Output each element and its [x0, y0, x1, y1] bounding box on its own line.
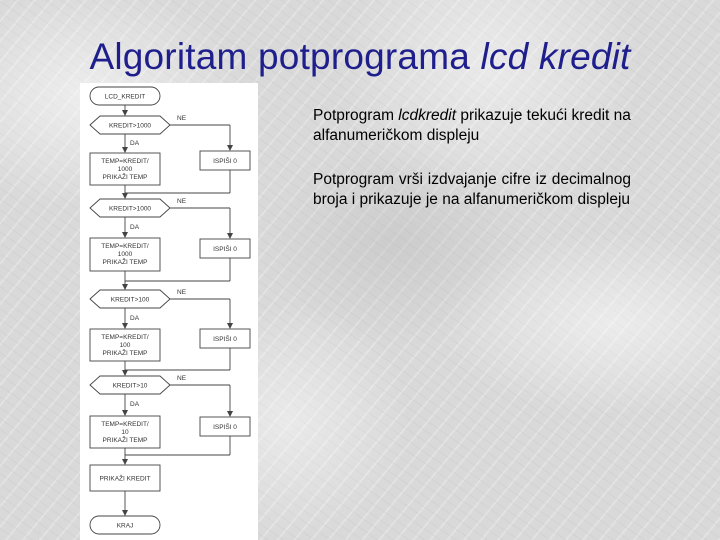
- decision-1-label: KREDIT>1000: [108, 122, 152, 130]
- process-1-line-1: TEMP=KREDIT/: [101, 158, 149, 165]
- para1-lead: Potprogram: [313, 107, 399, 124]
- no-label-3: NE: [177, 289, 187, 296]
- process-4-line-3: PRIKAŽI TEMP: [102, 437, 148, 444]
- para1-rest: prikazuje tekući kredit na alfanumeričkom displeju: [313, 107, 631, 144]
- no-label-2: NE: [177, 198, 187, 205]
- process-3-line-1: TEMP=KREDIT/: [101, 334, 149, 341]
- description-paragraph-1: [313, 106, 631, 146]
- process-3-line-3: PRIKAŽI TEMP: [102, 350, 148, 357]
- process-4-line-2: 10: [121, 429, 129, 436]
- process-2-line-3: PRIKAŽI TEMP: [102, 259, 148, 266]
- title-regular: Algoritam potprograma: [89, 36, 481, 77]
- yes-label-4: DA: [130, 401, 140, 408]
- title-italic: lcd kredit: [480, 36, 631, 77]
- yes-label-2: DA: [130, 224, 140, 231]
- side-3-label: ISPIŠI 0: [213, 336, 237, 343]
- process-1-line-2: 1000: [117, 166, 133, 173]
- start-label: LCD_KREDIT: [104, 93, 146, 101]
- end-label: KRAJ: [116, 522, 134, 530]
- description-paragraph-2: Potprogram vrši izdvajanje cifre iz decimalnog broja i prikazuje je na alfanumeričkom displeju: [313, 171, 631, 208]
- no-label-1: NE: [177, 115, 187, 122]
- process-2-line-1: TEMP=KREDIT/: [101, 243, 149, 250]
- process-2-line-2: 1000: [117, 251, 133, 258]
- final-process-label: PRIKAŽI KREDIT: [99, 475, 151, 483]
- process-4-line-1: TEMP=KREDIT/: [101, 421, 149, 428]
- side-1-label: ISPIŠI 0: [213, 158, 237, 165]
- decision-4-label: KREDIT>10: [112, 382, 148, 390]
- subroutine-name: lcdkredit: [398, 107, 457, 124]
- description-panel: [313, 106, 631, 210]
- process-1-line-3: PRIKAŽI TEMP: [102, 174, 148, 181]
- flowchart: [80, 83, 258, 540]
- decision-3-label: KREDIT>100: [110, 296, 150, 304]
- yes-label-3: DA: [130, 315, 140, 322]
- process-3-line-2: 100: [119, 342, 131, 349]
- side-2-label: ISPIŠI 0: [213, 246, 237, 253]
- no-label-4: NE: [177, 375, 187, 382]
- side-4-label: ISPIŠI 0: [213, 424, 237, 431]
- decision-2-label: KREDIT>1000: [108, 205, 152, 213]
- slide-title: [0, 36, 720, 78]
- yes-label-1: DA: [130, 140, 140, 147]
